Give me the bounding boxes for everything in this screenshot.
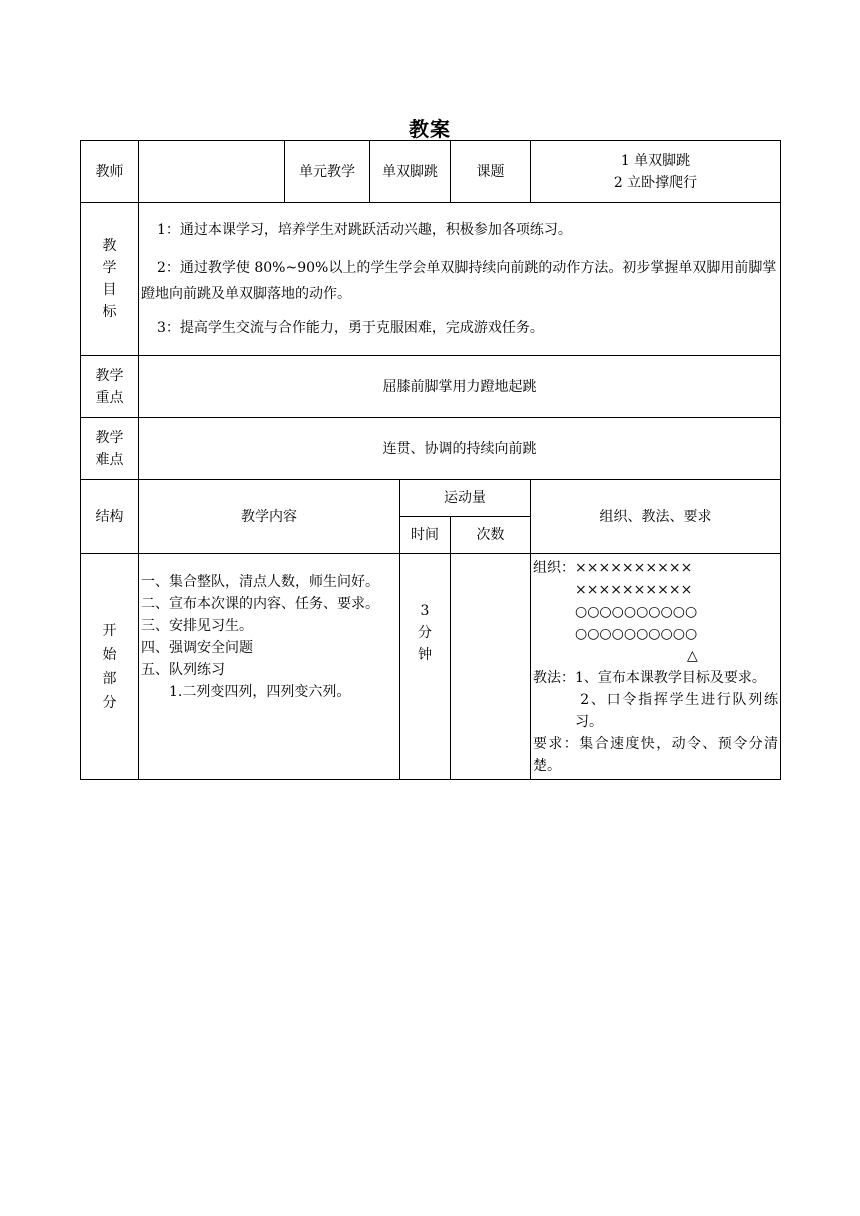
label-line: 重点 <box>95 389 124 406</box>
org-formation-line: ○○○○○○○○○○ <box>533 604 698 620</box>
org-header: 组织、教法、要求 <box>531 480 781 554</box>
section-count <box>451 554 531 780</box>
key-point-label <box>81 356 139 418</box>
unit-label: 单元教学 <box>285 141 370 203</box>
content-line: 一、集合整队，清点人数，师生问好。 <box>141 574 379 590</box>
row-key-point <box>81 356 781 418</box>
row-objectives <box>81 203 781 356</box>
row-start-section <box>81 554 781 780</box>
key-point-value: 屈膝前脚掌用力蹬地起跳 <box>139 356 781 418</box>
content-line: 三、安排见习生。 <box>141 618 253 634</box>
label-char: 教 <box>102 238 117 254</box>
org-teacher-marker: △ <box>533 648 698 664</box>
time-line: 分 <box>418 625 432 641</box>
label-char: 学 <box>102 260 117 276</box>
topic-line: 2 立卧撑爬行 <box>613 174 698 191</box>
requirement-text: 要求：集合速度快，动令、预令分清楚。 <box>533 736 779 774</box>
content-line: 1.二列变四列，四列变六列。 <box>141 684 351 700</box>
lesson-plan-table <box>80 140 781 780</box>
org-formation-line: ×××××××××× <box>533 582 693 598</box>
objectives-label <box>81 203 139 356</box>
method-line: 教法：1、宣布本课教学目标及要求。 <box>533 670 766 686</box>
section-time <box>400 554 451 780</box>
label-char: 部 <box>102 670 117 687</box>
objective-item: 1：通过本课学习，培养学生对跳跃活动兴趣，积极参加各项练习。 <box>157 222 572 238</box>
difficulty-label <box>81 418 139 480</box>
label-char: 始 <box>102 646 117 663</box>
row-difficulty <box>81 418 781 480</box>
teacher-label: 教师 <box>81 141 139 203</box>
row-header-info <box>81 141 781 203</box>
page-title: 教案 <box>409 117 451 141</box>
content-line: 二、宣布本次课的内容、任务、要求。 <box>141 596 379 612</box>
label-line: 教学 <box>95 429 124 446</box>
label-char: 分 <box>102 694 117 711</box>
time-header: 时间 <box>400 517 451 554</box>
label-char: 开 <box>102 622 117 639</box>
label-line: 教学 <box>95 367 124 384</box>
count-header: 次数 <box>451 517 531 554</box>
structure-header: 结构 <box>81 480 139 554</box>
teacher-value <box>139 141 285 203</box>
topic-label: 课题 <box>451 141 531 203</box>
section-content <box>139 554 400 780</box>
label-char: 目 <box>102 282 117 298</box>
method-line: 2、口令指挥学生进行队列练习。 <box>533 692 779 730</box>
row-column-headers <box>81 480 781 517</box>
objective-item: 3：提高学生交流与合作能力，勇于克服困难，完成游戏任务。 <box>157 320 544 336</box>
objective-item: 2：通过教学使 80%~90%以上的学生学会单双脚持续向前跳的动作方法。初步掌握单双脚用前脚掌蹬地向前跳及单双脚落地的动作。 <box>141 260 777 302</box>
exercise-header: 运动量 <box>400 480 531 517</box>
topic-value <box>531 141 781 203</box>
content-line: 五、队列练习 <box>141 662 225 678</box>
org-formation-line: 组织：×××××××××× <box>533 560 693 576</box>
section-label <box>81 554 139 780</box>
topic-line: 1 单双脚跳 <box>620 152 691 169</box>
label-line: 难点 <box>95 451 124 468</box>
time-line: 钟 <box>418 647 432 663</box>
content-header: 教学内容 <box>139 480 400 554</box>
unit-value: 单双脚跳 <box>370 141 451 203</box>
org-formation-line: ○○○○○○○○○○ <box>533 626 698 642</box>
time-line: 3 <box>420 603 430 619</box>
objectives-text <box>139 203 781 356</box>
section-org <box>531 554 781 780</box>
difficulty-value: 连贯、协调的持续向前跳 <box>139 418 781 480</box>
content-line: 四、强调安全问题 <box>141 640 253 656</box>
label-char: 标 <box>102 304 117 320</box>
